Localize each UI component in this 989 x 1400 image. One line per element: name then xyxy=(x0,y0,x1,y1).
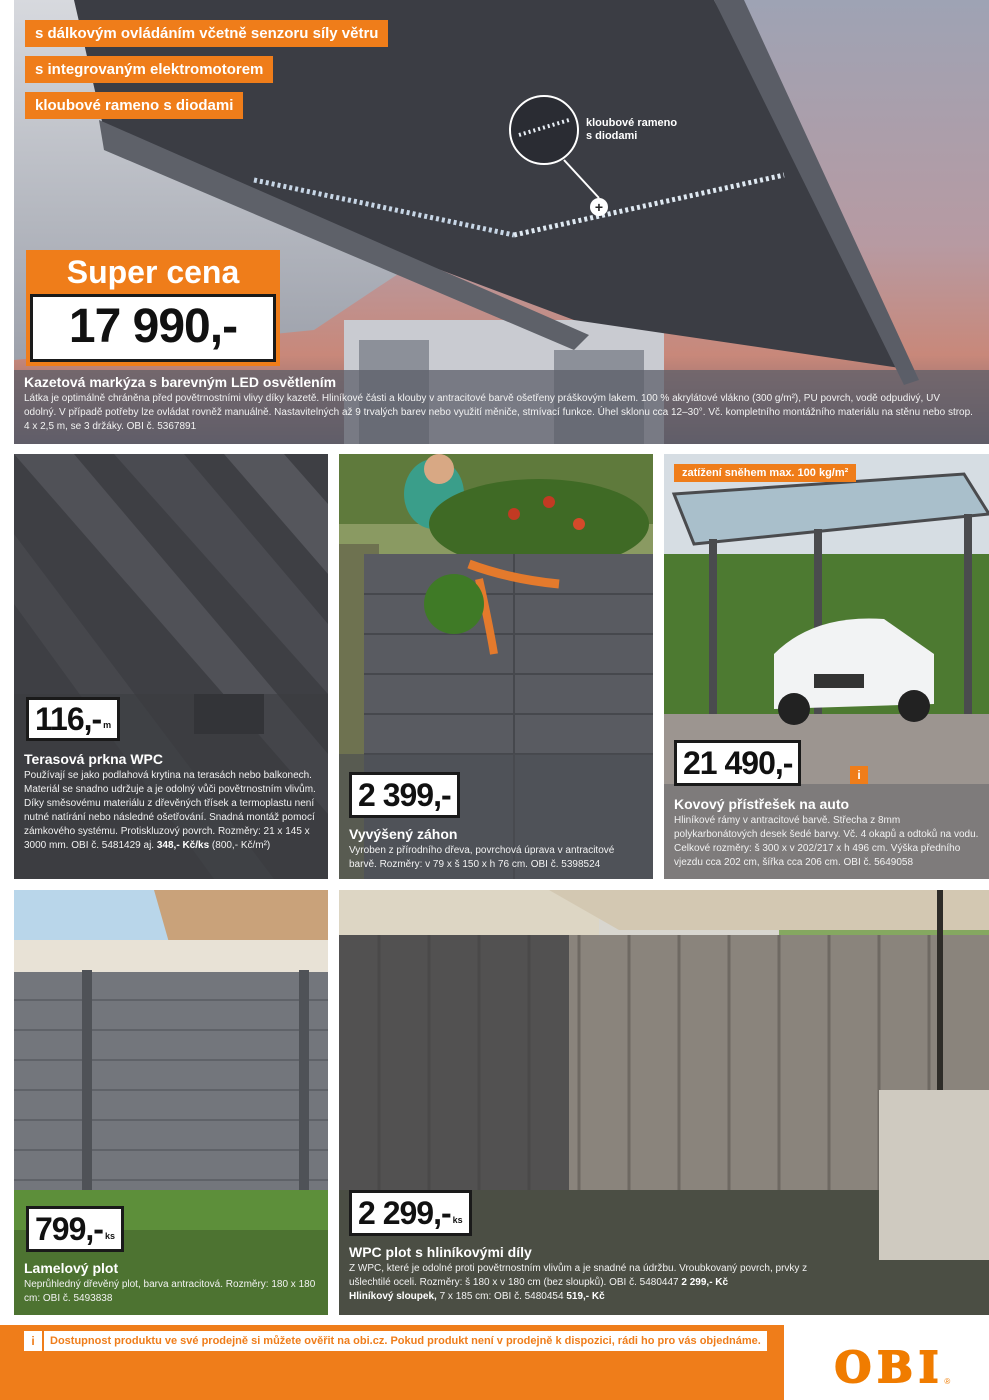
hero-product-title: Kazetová markýza s barevným LED osvětlením xyxy=(24,374,337,390)
hero-product-desc: Látka je optimálně chráněna před povětrnostními vlivy díky kazetě. Hliníkové části a klouby v antracitové barvě ošetřeny práškovým lakem. 100 % akrylátové vlákno (300 g/m²), PU povrch, vodě odpudivý, UV odolný. V případě potřeby lze ovládat rovněž manuálně. Nastavitelných až 9 trvalých barev nebo využití měniče, stmívací funkce. Úhel sklonu cca 12–30°. Vč. kompletního montážního materiálu na stěnu nebo strop. 4 x 2,5 m, se 3 držáky. OBI č. 5367891 xyxy=(24,393,973,432)
svg-text:+: + xyxy=(594,199,604,215)
decking-price: 116,- xyxy=(35,701,102,737)
wpc-price-tag xyxy=(349,1190,472,1236)
wpc-desc-post-label: Hliníkový sloupek, xyxy=(349,1291,437,1302)
carport-price: 21 490,- xyxy=(683,745,793,781)
decking-info xyxy=(24,751,319,853)
carport-desc: Hliníkové rámy v antracitové barvě. Střecha z 8mm polykarbonátových desek šedé barvy. Vč. 4 okapů a odtoků na vodu. Celkové rozměry: š 300 x v 202/217 x h 496 cm. Výška předního vjezdu cca 202 cm, šířka cca 206 cm. OBI č. 5649058 xyxy=(674,815,979,868)
wpc-desc-price: 2 299,- Kč xyxy=(681,1277,729,1288)
arm-callout-line2: s diodami xyxy=(586,130,638,142)
arm-callout xyxy=(586,117,677,143)
feature-tag-motor: s integrovaným elektromotorem xyxy=(25,56,273,83)
wpc-desc xyxy=(349,1262,819,1304)
carport-info xyxy=(674,796,979,870)
wpc-desc-post: 7 x 185 cm: OBI č. 5480454 xyxy=(439,1291,564,1302)
arm-callout-line1: kloubové rameno xyxy=(586,117,678,129)
hero-info xyxy=(24,374,974,434)
feature-tag-remote: s dálkovým ovládáním včetně senzoru síly větru xyxy=(25,20,388,47)
decking-price-tag xyxy=(26,697,120,741)
wpc-desc-post-price: 519,- Kč xyxy=(566,1291,605,1302)
carport-price-tag xyxy=(674,740,801,786)
footer-info-icon: i xyxy=(24,1331,44,1351)
feature-tag-arm: kloubové rameno s diodami xyxy=(25,92,243,119)
raised-bed-desc: Vyroben z přírodního dřeva, povrchová úprava v antracitové barvě. Rozměry: v 79 x š 150 x h 76 cm. OBI č. 5398524 xyxy=(349,845,615,870)
obi-registered-mark: ® xyxy=(944,1377,951,1386)
decking-title: Terasová prkna WPC xyxy=(24,751,164,767)
lamel-price: 799,- xyxy=(35,1211,103,1247)
obi-logo[interactable] xyxy=(810,1344,975,1390)
raised-bed-price-tag xyxy=(349,772,460,818)
carport-title: Kovový přístřešek na auto xyxy=(674,796,850,812)
raised-bed-panel xyxy=(339,454,653,879)
wpc-title: WPC plot s hliníkovými díly xyxy=(349,1244,532,1260)
lamel-title: Lamelový plot xyxy=(24,1260,119,1276)
lamel-price-unit: ks xyxy=(104,1231,115,1241)
wpc-desc-main: Z WPC, které je odolné proti povětrnostním vlivům a je snadné na údržbu. Vroubkovaný povrch, prvky z ušlechtilé oceli. Rozměry: š 180 x v 180 cm (bez sloupků). OBI č. 5480447 xyxy=(349,1263,808,1288)
lamel-info xyxy=(24,1260,319,1306)
raised-bed-info xyxy=(349,826,644,872)
decking-desc-main: Používají se jako podlahová krytina na terasách nebo balkonech. Materiál se snadno udržuje a je odolný vůči povětrnostním vlivům. Díky směsovému materiálu z dřevěných třísek a termoplastu není nutné natírání nebo následné ošetřování. Snadná montáž pomocí zámkového systému. Protiskluzový povrch. Rozměry: 21 x 145 x 3000 mm. xyxy=(24,770,316,851)
decking-desc-tail: (800,- Kč/m²) xyxy=(211,840,271,851)
snow-load-badge: zatížení sněhem max. 100 kg/m² xyxy=(674,464,856,482)
obi-logo-text: OBI xyxy=(834,1342,945,1392)
footer-note: Dostupnost produktu ve své prodejně si můžete ověřit na obi.cz. Pokud produkt není v prodejně k dispozici, rádi ho pro vás objednáme. xyxy=(50,1335,761,1347)
decking-desc-code: OBI č. 5481429 aj. xyxy=(71,840,155,851)
wpc-price-unit: ks xyxy=(452,1215,463,1225)
footer-note-box xyxy=(24,1331,767,1351)
super-price-label: Super cena xyxy=(66,254,240,290)
carport-panel xyxy=(664,454,989,879)
lamel-panel xyxy=(14,890,328,1315)
wpc-panel xyxy=(339,890,989,1315)
lamel-price-tag xyxy=(26,1206,124,1252)
decking-price-unit: m xyxy=(103,720,112,730)
wpc-price: 2 299,- xyxy=(358,1195,451,1231)
hero-price-tag xyxy=(30,294,276,362)
decking-panel xyxy=(14,454,328,879)
decking-desc-price: 348,- Kč/ks xyxy=(156,840,210,851)
hero-panel xyxy=(14,0,989,444)
footer-bar xyxy=(0,1325,784,1400)
raised-bed-title: Vyvýšený záhon xyxy=(349,826,458,842)
wpc-info xyxy=(349,1244,819,1304)
decking-desc xyxy=(24,769,319,853)
carport-info-icon[interactable]: i xyxy=(850,766,868,784)
hero-price: 17 990,- xyxy=(68,300,238,353)
lamel-desc: Neprůhledný dřevěný plot, barva antracitová. Rozměry: 180 x 180 cm: OBI č. 5493838 xyxy=(24,1279,316,1304)
raised-bed-price: 2 399,- xyxy=(358,777,451,813)
super-price-block xyxy=(26,250,280,366)
